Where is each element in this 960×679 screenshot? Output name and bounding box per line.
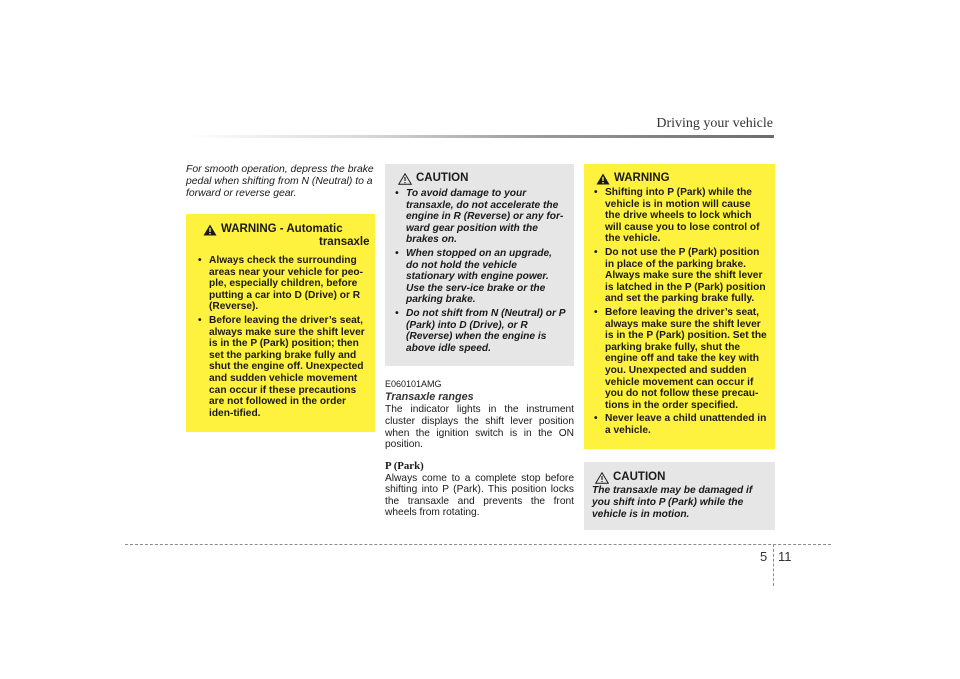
warning-automatic-transaxle-box [186,214,375,432]
list-item: • Always check the surrounding areas near your vehicle for peo-ple, especially children, before putting a car into D (Drive) or R (Reverse). [198,255,365,313]
warning-header [596,172,767,185]
warning-triangle-icon [596,173,610,185]
caution-title: CAUTION [613,471,666,484]
caution-header [595,471,767,484]
header-rule [186,135,774,138]
intro-text: For smooth operation, depress the brake pedal when shifting from N (Neutral) to a forward or reverse gear. [186,164,374,199]
warning-list [198,255,365,419]
page-header-title: Driving your vehicle [656,116,773,131]
list-item: • Do not shift from N (Neutral) or P (Park) into D (Drive), or R (Reverse) when the engine is above idle speed. [395,308,566,354]
caution-title: CAUTION [416,172,469,184]
list-item: • To avoid damage to your transaxle, do not accelerate the engine in R (Reverse) or any for-ward gear position with the brakes on. [395,188,566,246]
warning-title: WARNING [614,172,670,184]
list-item: • Before leaving the driver’s seat, always make sure the shift lever is in the P (Park) position. Set the parking brake fully, shut the engine off and take the key with you. Unexpected and sudden vehicle movement can occur if you do not follow these precau-tions in the order specified. [594,307,767,411]
park-body: Always come to a complete stop before shifting into P (Park). This position locks the transaxle and prevents the front wheels from rotating. [385,472,574,519]
caution-body: The transaxle may be damaged if you shift into P (Park) while the vehicle is in motion. [592,485,753,520]
caution-box [584,462,775,530]
caution-list [395,188,566,354]
section-title: Transaxle ranges [385,391,474,404]
warning-title-line2: transaxle [319,236,370,248]
warning-title-line1: WARNING - Automatic [221,223,343,235]
column-right [584,164,775,530]
list-item: • Shifting into P (Park) while the vehicle is in motion will cause the drive wheels to lock which will cause you to lose control of the vehicle. [594,187,767,245]
park-title: P (Park) [385,459,424,472]
page-number: 11 [778,549,792,564]
warning-triangle-icon [203,224,217,236]
chapter-number: 5 [760,549,768,564]
column-left [186,164,375,432]
footer-rule [125,544,831,545]
column-middle [385,164,574,528]
warning-list [594,187,767,436]
caution-triangle-icon [595,472,609,484]
warning-header [203,223,370,249]
list-item: • Do not use the P (Park) position in place of the parking brake. Always make sure the shift lever is latched in the P (Park) position and set the parking brake fully. [594,247,767,305]
caution-header [398,172,566,185]
section-code: E060101AMG [385,379,442,390]
list-item: • Never leave a child unattended in a vehicle. [594,413,767,436]
list-item: • Before leaving the driver’s seat, always make sure the shift lever is in the P (Park) position; then set the parking brake fully and shut the engine off. Unexpected and sudden vehicle movement can occur if these precautions are not followed in the order iden-tified. [198,315,365,419]
caution-triangle-icon [398,173,412,185]
list-item: • When stopped on an upgrade, do not hold the vehicle stationary with engine power. Use the serv-ice brake or the parking brake. [395,248,566,306]
footer-divider [773,544,774,586]
section-body: The indicator lights in the instrument cluster displays the shift lever position when the ignition switch is in the ON position. [385,404,574,451]
caution-box [385,164,574,366]
warning-box [584,164,775,449]
